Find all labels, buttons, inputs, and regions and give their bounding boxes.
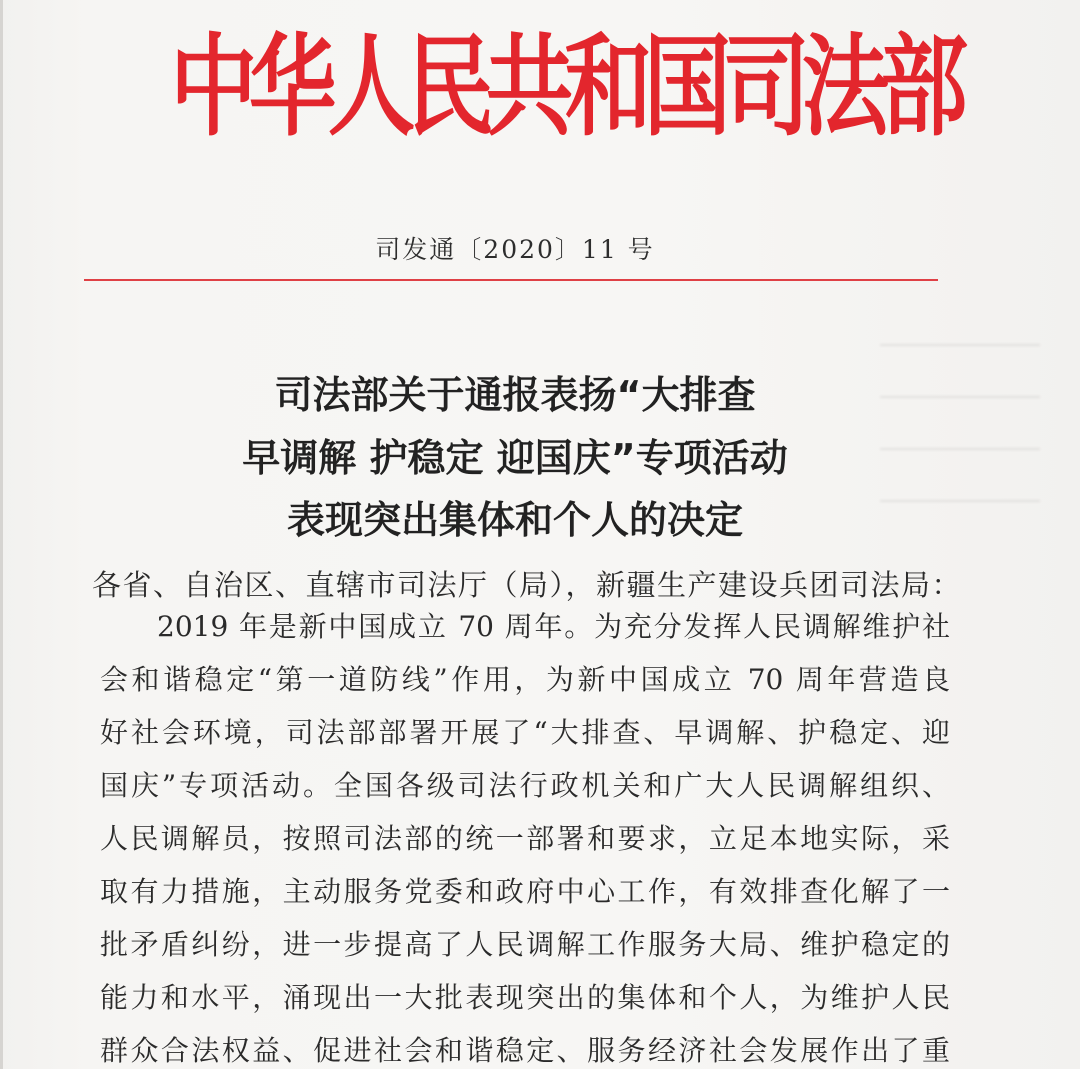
- document-title-line: 司法部关于通报表扬“大排查: [274, 373, 756, 417]
- body-line: 国庆”专项活动。全国各级司法行政机关和广大人民调解组织、: [100, 769, 950, 802]
- document-number: 司发通〔2020〕11 号: [375, 235, 655, 264]
- body-line: 好社会环境，司法部部署开展了“大排查、早调解、护稳定、迎: [100, 716, 950, 749]
- document-title-line: 早调解 护稳定 迎国庆”专项活动: [242, 436, 788, 480]
- body-paragraph: [100, 600, 950, 1069]
- body-line: 能力和水平，涌现出一大批表现突出的集体和个人，为维护人民: [100, 981, 950, 1014]
- salutation: 各省、自治区、直辖市司法厅（局），新疆生产建设兵团司法局：: [92, 568, 963, 602]
- body-line: 人民调解员，按照司法部的统一部署和要求，立足本地实际，采: [100, 822, 950, 855]
- red-divider-line: [84, 279, 938, 281]
- body-line: 取有力措施，主动服务党委和政府中心工作，有效排查化解了一: [100, 875, 950, 908]
- body-line: 群众合法权益、促进社会和谐稳定、服务经济社会发展作出了重: [100, 1034, 950, 1067]
- document-title-line: 表现突出集体和个人的决定: [286, 498, 743, 542]
- body-line: 会和谐稳定“第一道防线”作用，为新中国成立 70 周年营造良: [100, 663, 950, 696]
- body-line: 批矛盾纠纷，进一步提高了人民调解工作服务大局、维护稳定的: [100, 928, 950, 961]
- body-line: 2019 年是新中国成立 70 周年。为充分发挥人民调解维护社: [157, 610, 950, 643]
- masthead: 中华人民共和国司法部: [170, 21, 960, 152]
